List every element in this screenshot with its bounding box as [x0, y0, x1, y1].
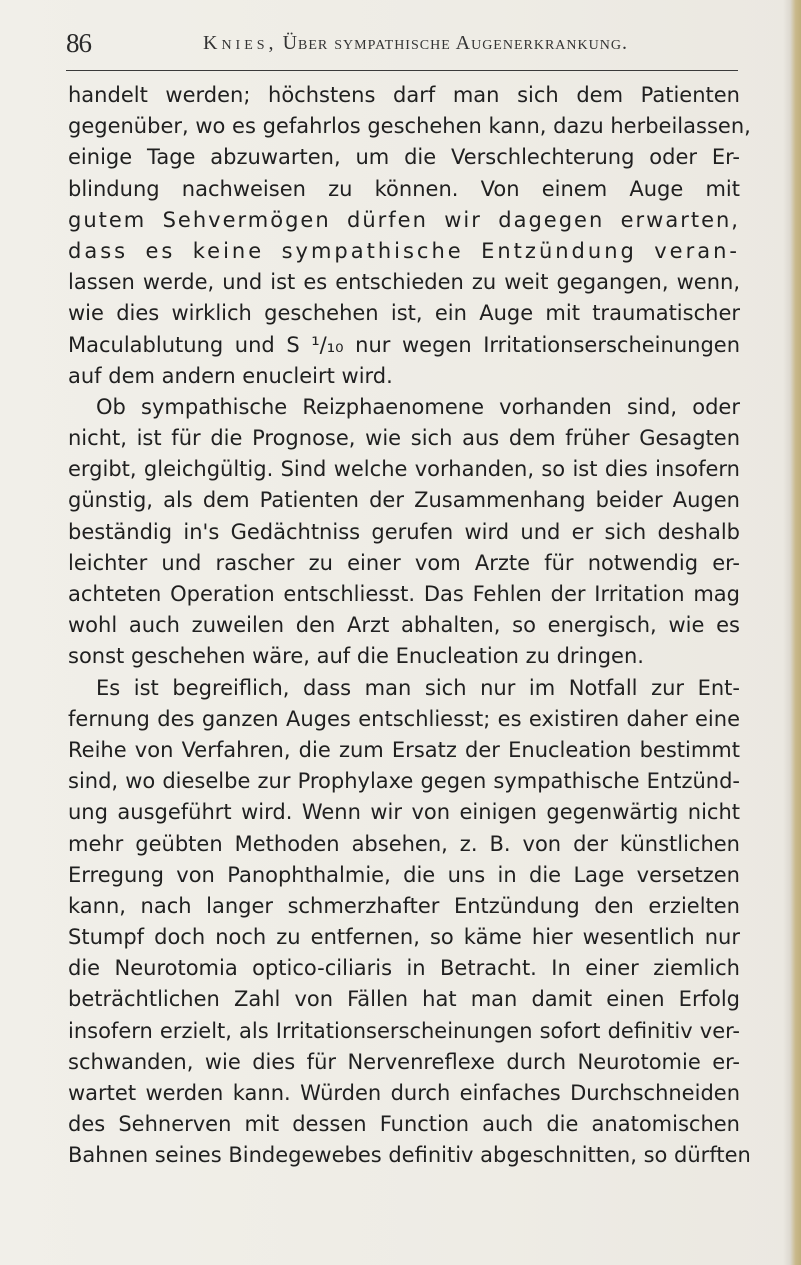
text-line: achteten Operation entschliesst. Das Fehlen der Irritation mag [68, 582, 740, 606]
text-line: schwanden, wie dies für Nervenreflexe durch Neurotomie er- [68, 1049, 740, 1074]
text-line: ung ausgeführt wird. Wenn wir von einigen gegenwärtig nicht [68, 800, 740, 825]
text-line: wie dies wirklich geschehen ist, ein Auge mit traumatischer [68, 301, 740, 326]
text-line: die Neurotomia optico-ciliaris in Betracht. In einer ziemlich [68, 956, 740, 981]
text-line: wartet werden kann. Würden durch einfaches Durchschneiden [68, 1081, 740, 1105]
text-line: dass es keine sympathische Entzündung veran- [68, 238, 740, 263]
header-rule [66, 70, 738, 71]
text-line: gutem Sehvermögen dürfen wir dagegen erwarten, [68, 207, 740, 232]
text-line: auf dem andern enucleirt wird. [68, 363, 393, 388]
page-edge [783, 0, 801, 1265]
text-line: Es ist begreiflich, dass man sich nur im Notfall zur Ent- [96, 675, 740, 700]
running-head [203, 32, 628, 55]
text-line: wohl auch zuweilen den Arzt abhalten, so energisch, wie es [68, 613, 740, 638]
text-line: Maculablutung und S ¹/₁₀ nur wegen Irritationserscheinungen [68, 332, 740, 357]
text-line: des Sehnerven mit dessen Function auch die anatomischen [68, 1112, 740, 1137]
text-line: einige Tage abzuwarten, um die Verschlechterung oder Er- [68, 145, 740, 170]
body-text [68, 80, 751, 1172]
text-line: handelt werden; höchstens darf man sich dem Patienten [68, 83, 740, 107]
text-line: mehr geübten Methoden absehen, z. B. von der künstlichen [68, 831, 740, 856]
text-line: leichter und rascher zu einer vom Arzte für notwendig er- [68, 550, 740, 575]
text-line: Bahnen seines Bindegewebes definitiv abgeschnitten, so dürften [68, 1143, 751, 1168]
text-line: Stumpf doch noch zu entfernen, so käme hier wesentlich nur [68, 925, 740, 950]
text-line: kann, nach langer schmerzhafter Entzündung den erzielten [68, 893, 740, 918]
page-number: 86 [66, 28, 91, 58]
text-line: Reihe von Verfahren, die zum Ersatz der Enucleation bestimmt [68, 737, 740, 762]
text-line: günstig, als dem Patienten der Zusammenhang beider Augen [68, 488, 740, 513]
text-line: ergibt, gleichgültig. Sind welche vorhanden, so ist dies insofern [68, 457, 740, 482]
text-line: sind, wo dieselbe zur Prophylaxe gegen sympathische Entzünd- [68, 769, 740, 794]
text-line: sonst geschehen wäre, auf die Enucleation zu dringen. [68, 644, 644, 669]
text-line: fernung des ganzen Auges entschliesst; es existiren daher eine [68, 706, 740, 731]
text-line: beständig in's Gedächtniss gerufen wird und er sich deshalb [68, 519, 740, 544]
text-line: blindung nachweisen zu können. Von einem Auge mit [68, 176, 740, 201]
text-line: insofern erzielt, als Irritationserscheinungen sofort definitiv ver- [68, 1018, 740, 1043]
text-line: beträchtlichen Zahl von Fällen hat man damit einen Erfolg [68, 987, 740, 1012]
text-line: gegenüber, wo es gefahrlos geschehen kann, dazu herbeilassen, [68, 114, 751, 139]
text-line: nicht, ist für die Prognose, wie sich aus dem früher Gesagten [68, 426, 740, 451]
text-line: Ob sympathische Reizphaenomene vorhanden sind, oder [96, 394, 740, 419]
running-head-title: Über sympathische Augenerkrankung. [282, 32, 628, 54]
text-line: lassen werde, und ist es entschieden zu weit gegangen, wenn, [68, 270, 740, 295]
running-head-author: Knies, [203, 32, 278, 54]
text-line: Erregung von Panophthalmie, die uns in die Lage versetzen [68, 862, 740, 887]
